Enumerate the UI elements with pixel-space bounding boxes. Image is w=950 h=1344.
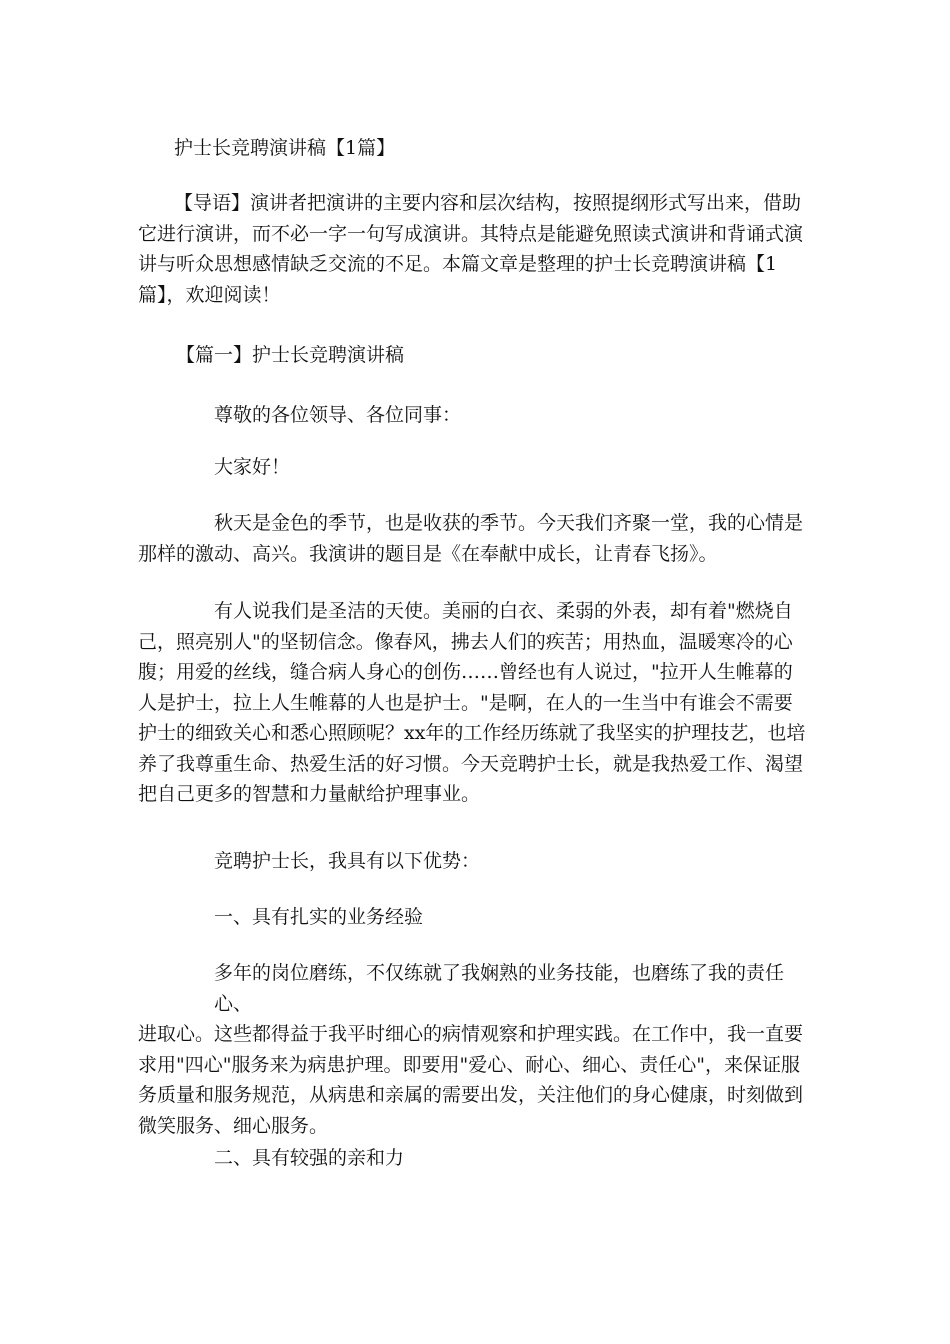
paragraph-angel [138, 596, 818, 810]
intro-line: 它进行演讲，而不必一字一句写成演讲。其特点是能避免照读式演讲和背诵式演 [138, 222, 804, 245]
document-title: 护士长竞聘演讲稿【1篇】 [174, 137, 396, 159]
paragraph-line: 秋天是金色的季节，也是收获的季节。今天我们齐聚一堂，我的心情是 [214, 512, 804, 534]
intro-line: 讲与听众思想感情缺乏交流的不足。本篇文章是整理的护士长竞聘演讲稿【1 [138, 253, 778, 275]
salutation: 尊敬的各位领导、各位同事： [214, 404, 462, 426]
section-heading: 【篇一】护士长竞聘演讲稿 [176, 344, 405, 366]
greeting: 大家好！ [214, 456, 291, 478]
paragraph-autumn [138, 508, 818, 569]
advantages-intro: 竞聘护士长，我具有以下优势： [214, 850, 481, 872]
paragraph-line: 护士的细致关心和悉心照顾呢？xx年的工作经历练就了我坚实的护理技艺，也培 [138, 722, 806, 744]
intro-line: 【导语】演讲者把演讲的主要内容和层次结构，按照提纲形式写出来，借助 [174, 192, 802, 214]
paragraph-line: 微笑服务、细心服务。 [138, 1114, 329, 1137]
paragraph-line: 己，照亮别人"的坚韧信念。像春风，拂去人们的疾苦；用热血，温暖寒冷的心 [138, 630, 793, 653]
intro-paragraph [138, 188, 818, 310]
paragraph-line: 务质量和服务规范，从病患和亲属的需要出发，关注他们的身心健康，时刻做到 [138, 1084, 804, 1106]
paragraph-line: 多年的岗位磨练，不仅练就了我娴熟的业务技能，也磨练了我的责任心、 [214, 962, 785, 1015]
paragraph-line: 养了我尊重生命、热爱生活的好习惯。今天竞聘护士长，就是我热爱工作、渴望 [138, 752, 804, 775]
paragraph-line: 那样的激动、高兴。我演讲的题目是《在奉献中成长，让青春飞扬》。 [138, 542, 718, 565]
paragraph-line: 人是护士，拉上人生帷幕的人也是护士。"是啊，在人的一生当中有谁会不需要 [138, 691, 793, 714]
paragraph-line: 腹；用爱的丝线，缝合病人身心的创伤……曾经也有人说过，"拉开人生帷幕的 [138, 661, 793, 683]
paragraph-line: 有人说我们是圣洁的天使。美丽的白衣、柔弱的外表，却有着"燃烧自 [214, 600, 793, 622]
advantage-2-heading: 二、具有较强的亲和力 [214, 1147, 405, 1169]
paragraph-line: 进取心。这些都得益于我平时细心的病情观察和护理实践。在工作中，我一直要 [138, 1023, 804, 1045]
advantage-1-paragraph [138, 958, 818, 1141]
paragraph-line: 求用"四心"服务来为病患护理。即要用"爱心、耐心、细心、责任心"，来保证服 [138, 1053, 800, 1076]
advantage-1-heading: 一、具有扎实的业务经验 [214, 906, 424, 928]
paragraph-line: 把自己更多的智慧和力量献给护理事业。 [138, 783, 481, 805]
intro-line: 篇】，欢迎阅读！ [138, 283, 281, 306]
